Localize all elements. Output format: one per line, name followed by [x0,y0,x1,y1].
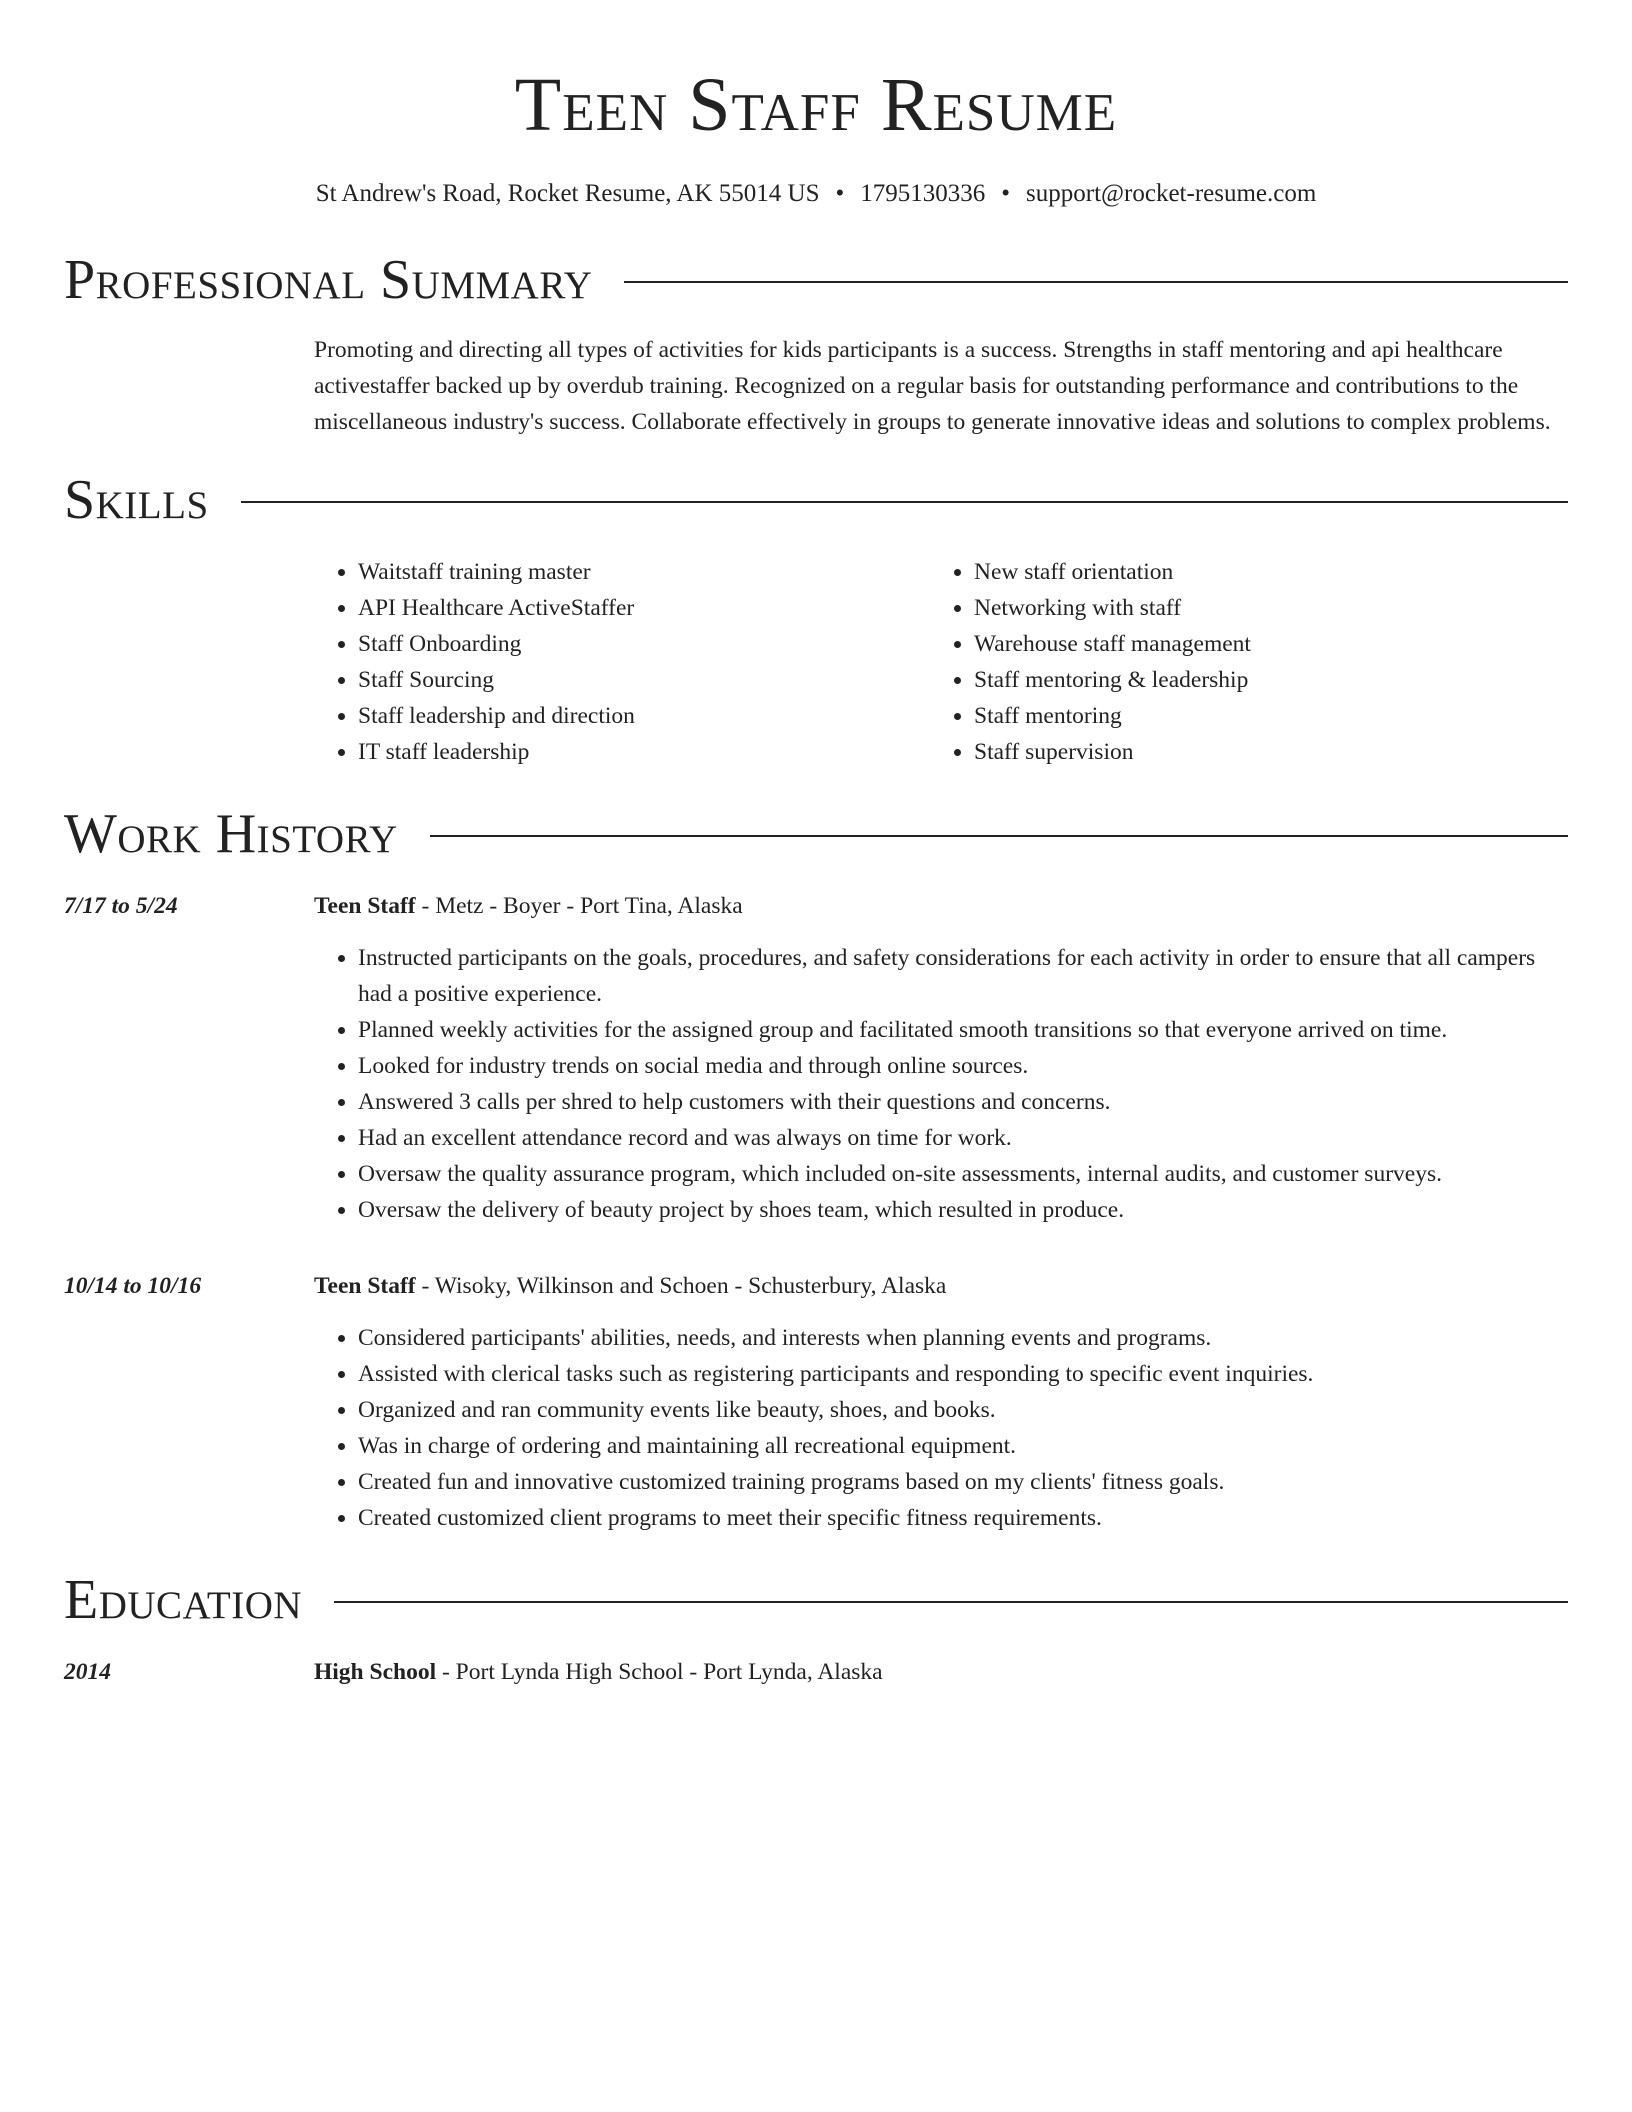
section-divider [241,501,1568,503]
job-bullet: • Instructed participants on the goals, procedures, and safety considerations for each activity in order to ensure that all campers had a positive experience. [358,940,1568,1012]
section-divider [624,281,1568,283]
section-divider [430,835,1568,837]
job-bullet: • Considered participants' abilities, needs, and interests when planning events and programs. [358,1320,1568,1356]
skill-item: • New staff orientation [974,554,1546,590]
education-section-header [64,1568,1568,1632]
skills-section-header [64,468,1568,532]
skill-item: • Warehouse staff management [974,626,1546,662]
job-bullet: • Created fun and innovative customized training programs based on my clients' fitness goals. [358,1464,1568,1500]
section-divider [334,1601,1568,1603]
work-section-header [64,802,1568,866]
contact-line [64,178,1568,210]
skill-item: • IT staff leadership [358,734,930,770]
summary-text: Promoting and directing all types of activities for kids participants is a success. Strengths in staff mentoring and api healthcare activestaffer backed up by overdub training. Recognized on a regular basis for outstanding performance and contributions to the miscellaneous industry's success. Collaborate effectively in groups to generate innovative ideas and solutions to complex problems. [314,337,1551,435]
skill-item: • Staff mentoring [974,698,1546,734]
skill-item: • API Healthcare ActiveStaffer [358,590,930,626]
job-date: 7/17 to 5/24 [64,893,178,919]
education-entry [64,1654,1568,1690]
job-body [314,888,1568,1228]
education-date: 2014 [64,1659,111,1685]
skill-item: • Staff mentoring & leadership [974,662,1546,698]
job-details: - Wisoky, Wilkinson and Schoen - Schusterbury, Alaska [415,1273,947,1299]
job-bullet: • Answered 3 calls per shred to help customers with their questions and concerns. [358,1084,1568,1120]
work-heading: Work History [64,803,398,865]
contact-phone: 1795130336 [860,180,986,207]
skills-list [314,554,1568,770]
education-body [314,1654,1568,1690]
job-bullet: • Oversaw the quality assurance program, which included on-site assessments, internal audits, and customer surveys. [358,1156,1568,1192]
skill-item: • Staff Sourcing [358,662,930,698]
job-title: Teen Staff [314,1273,416,1299]
skills-heading: Skills [64,469,209,531]
skill-item: • Waitstaff training master [358,554,930,590]
job-date: 10/14 to 10/16 [64,1273,202,1299]
job-bullets [314,940,1568,1228]
job-bullet: • Looked for industry trends on social media and through online sources. [358,1048,1568,1084]
skill-item: • Staff leadership and direction [358,698,930,734]
summary-heading: Professional Summary [64,249,593,311]
contact-email: support@rocket-resume.com [1026,180,1317,207]
contact-separator: • [835,180,845,207]
contact-separator: • [1001,180,1011,207]
job-bullet: • Oversaw the delivery of beauty project by shoes team, which resulted in produce. [358,1192,1568,1228]
job-title: Teen Staff [314,893,416,919]
contact-address: St Andrew's Road, Rocket Resume, AK 55014 US [315,180,820,207]
education-degree: High School [314,1659,437,1685]
job-body [314,1268,1568,1536]
summary-section-header [64,248,1568,312]
education-details: - Port Lynda High School - Port Lynda, Alaska [436,1659,883,1685]
education-heading: Education [64,1569,303,1631]
job-title-line [314,1268,1568,1304]
job-details: - Metz - Boyer - Port Tina, Alaska [415,893,743,919]
skill-item: • Staff supervision [974,734,1546,770]
job-bullet: • Organized and ran community events like beauty, shoes, and books. [358,1392,1568,1428]
skills-column-left [314,554,930,770]
skill-item: • Networking with staff [974,590,1546,626]
resume-title: Teen Staff Resume [514,63,1118,147]
job-bullet: • Assisted with clerical tasks such as registering participants and responding to specific event inquiries. [358,1356,1568,1392]
job-bullet: • Created customized client programs to meet their specific fitness requirements. [358,1500,1568,1536]
education-title-line [314,1654,1568,1690]
job-entry [64,888,1568,1228]
job-title-line [314,888,1568,924]
skills-column-right [930,554,1546,770]
job-bullets [314,1320,1568,1536]
skill-item: • Staff Onboarding [358,626,930,662]
job-bullet: • Planned weekly activities for the assigned group and facilitated smooth transitions so that everyone arrived on time. [358,1012,1568,1048]
job-bullet: • Had an excellent attendance record and was always on time for work. [358,1120,1568,1156]
job-bullet: • Was in charge of ordering and maintaining all recreational equipment. [358,1428,1568,1464]
job-entry [64,1268,1568,1536]
